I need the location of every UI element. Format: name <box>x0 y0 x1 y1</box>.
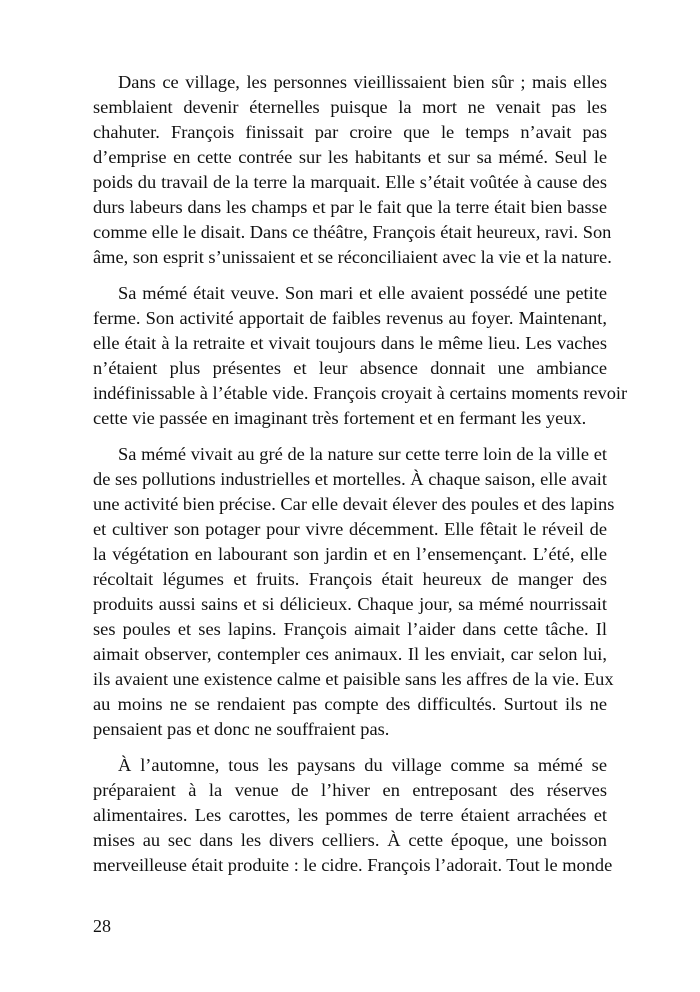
text-line: aimait observer, contempler ces animaux. Il les enviait, car selon lui, <box>93 644 607 664</box>
text-line: d’emprise en cette contrée sur les habitants et sur sa mémé. Seul le <box>93 147 607 167</box>
page-body <box>93 70 628 889</box>
text-line: Sa mémé vivait au gré de la nature sur cette terre loin de la ville et <box>118 444 607 464</box>
text-line: récoltait légumes et fruits. François était heureux de manger des <box>93 569 607 589</box>
text-line: ferme. Son activité apportait de faibles revenus au foyer. Maintenant, <box>93 308 607 328</box>
text-line: n’étaient plus présentes et leur absence donnait une ambiance <box>93 358 607 378</box>
text-line: préparaient à la venue de l’hiver en entreposant des réserves <box>93 780 607 800</box>
text-line: durs labeurs dans les champs et par le fait que la terre était bien basse <box>93 197 607 217</box>
text-line: elle était à la retraite et vivait toujours dans le même lieu. Les vaches <box>93 333 607 353</box>
text-line: chahuter. François finissait par croire que le temps n’avait pas <box>93 122 607 142</box>
text-line: mises au sec dans les divers celliers. À cette époque, une boisson <box>93 830 607 850</box>
text-line: ils avaient une existence calme et paisible sans les affres de la vie. Eux <box>93 669 614 689</box>
text-line: À l’automne, tous les paysans du village comme sa mémé se <box>118 755 607 775</box>
text-line: merveilleuse était produite : le cidre. François l’adorait. Tout le monde <box>93 855 613 875</box>
text-line: poids du travail de la terre la marquait. Elle s’était voûtée à cause des <box>93 172 607 192</box>
paragraph <box>93 753 613 878</box>
paragraph <box>93 281 628 431</box>
text-line: au moins ne se rendaient pas compte des difficultés. Surtout ils ne <box>93 694 607 714</box>
text-line: pensaient pas et donc ne souffraient pas. <box>93 719 390 739</box>
text-line: âme, son esprit s’unissaient et se réconciliaient avec la vie et la nature. <box>93 247 612 267</box>
text-line: la végétation en labourant son jardin et en l’ensemençant. L’été, elle <box>93 544 607 564</box>
text-line: alimentaires. Les carottes, les pommes de terre étaient arrachées et <box>93 805 607 825</box>
page-number: 28 <box>93 916 111 936</box>
paragraph <box>93 442 615 742</box>
text-line: et cultiver son potager pour vivre décemment. Elle fêtait le réveil de <box>93 519 607 539</box>
text-line: produits aussi sains et si délicieux. Chaque jour, sa mémé nourrissait <box>93 594 607 614</box>
text-line: Dans ce village, les personnes vieillissaient bien sûr ; mais elles <box>118 72 607 92</box>
paragraph <box>93 70 612 270</box>
text-line: une activité bien précise. Car elle devait élever des poules et des lapins <box>93 494 615 514</box>
text-line: Sa mémé était veuve. Son mari et elle avaient possédé une petite <box>118 283 607 303</box>
text-line: ses poules et ses lapins. François aimait l’aider dans cette tâche. Il <box>93 619 607 639</box>
text-line: indéfinissable à l’étable vide. François croyait à certains moments revoir <box>93 383 628 403</box>
text-line: cette vie passée en imaginant très fortement et en fermant les yeux. <box>93 408 587 428</box>
text-line: comme elle le disait. Dans ce théâtre, François était heureux, ravi. Son <box>93 222 612 242</box>
text-line: de ses pollutions industrielles et mortelles. À chaque saison, elle avait <box>93 469 607 489</box>
text-line: semblaient devenir éternelles puisque la mort ne venait pas les <box>93 97 607 117</box>
